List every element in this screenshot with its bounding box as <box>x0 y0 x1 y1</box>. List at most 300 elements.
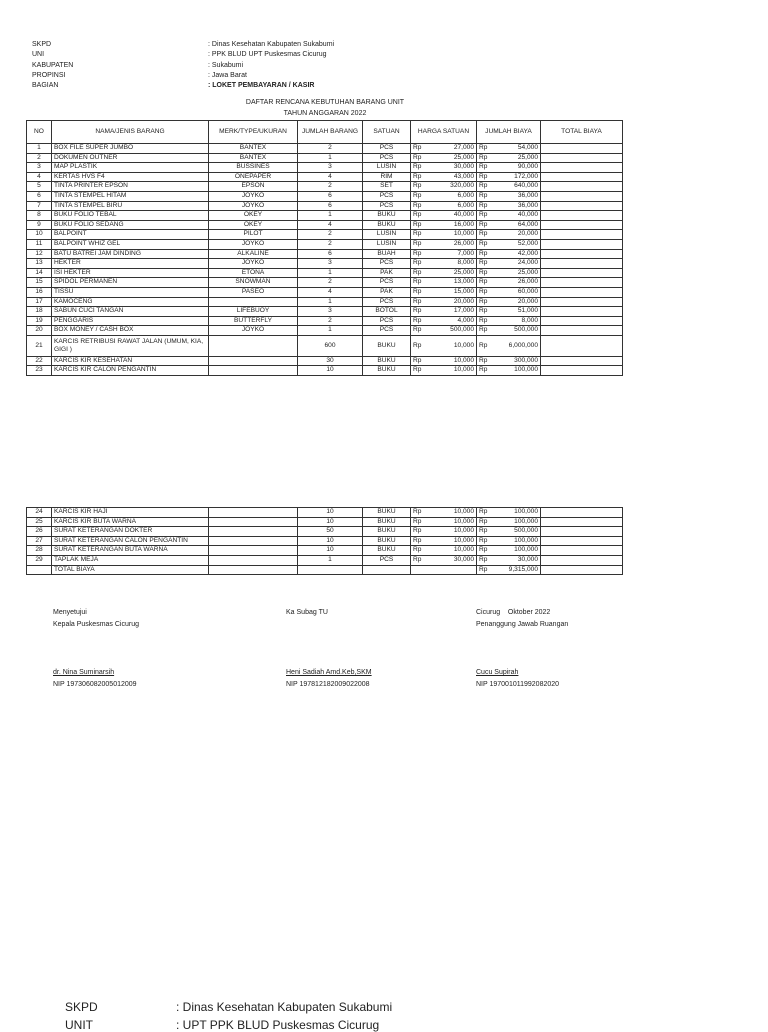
currency-label: Rp <box>413 211 422 219</box>
cell-price <box>411 517 477 527</box>
amount-value: 26,000 <box>453 239 474 247</box>
currency-label: Rp <box>413 182 422 190</box>
cell-unit: BUKU <box>363 366 411 376</box>
cell-qty: 6 <box>298 191 363 201</box>
currency-label: Rp <box>479 297 488 305</box>
cell-total <box>541 536 623 546</box>
cell-total <box>541 211 623 221</box>
header-value: : Jawa Barat <box>208 71 247 79</box>
cell-merk <box>209 546 298 556</box>
cell-total <box>541 356 623 366</box>
cell-total <box>541 144 623 154</box>
table-row <box>27 316 623 326</box>
currency-label: Rp <box>413 341 422 349</box>
cell-no: 8 <box>27 211 52 221</box>
cell-no: 29 <box>27 555 52 565</box>
amount-value: 8,000 <box>521 316 538 324</box>
cell-unit: PCS <box>363 326 411 336</box>
table-row <box>27 172 623 182</box>
cell-price <box>411 546 477 556</box>
cell-qty: 10 <box>298 546 363 556</box>
cell-name: TINTA STEMPEL HITAM <box>52 191 209 201</box>
cell-total <box>541 153 623 163</box>
table-row <box>27 366 623 376</box>
header-label: PROPINSI <box>32 71 66 79</box>
cell-unit: BUKU <box>363 536 411 546</box>
currency-label: Rp <box>413 201 422 209</box>
cell-no: 9 <box>27 220 52 230</box>
cell-qty: 3 <box>298 163 363 173</box>
amount-value: 6,000,000 <box>508 341 538 349</box>
currency-label: Rp <box>413 326 422 334</box>
cell-name: SPIDOL PERMANEN <box>52 278 209 288</box>
cell-no: 5 <box>27 182 52 192</box>
cell-no: 26 <box>27 527 52 537</box>
cell-price <box>411 191 477 201</box>
cell-qty: 4 <box>298 172 363 182</box>
cell-qty: 3 <box>298 259 363 269</box>
cell-unit: PCS <box>363 316 411 326</box>
approver-title: Kepala Puskesmas Cicurug <box>53 621 139 628</box>
amount-value: 20,000 <box>517 297 538 305</box>
cell-no: 7 <box>27 201 52 211</box>
cell-price <box>411 249 477 259</box>
next-page-skpd-label: SKPD <box>65 1000 98 1014</box>
cell-unit: BUKU <box>363 356 411 366</box>
cell-price <box>411 287 477 297</box>
cell-price <box>411 527 477 537</box>
currency-label: Rp <box>413 527 422 535</box>
currency-label: Rp <box>413 191 422 199</box>
cell-no: 18 <box>27 307 52 317</box>
currency-label: Rp <box>479 326 488 334</box>
cell-unit: PAK <box>363 287 411 297</box>
cell-name: ISI HEKTER <box>52 268 209 278</box>
subag-title: Ka Subag TU <box>286 609 328 616</box>
amount-value: 10,000 <box>453 366 474 374</box>
cell-price <box>411 335 477 356</box>
cell-qty: 1 <box>298 326 363 336</box>
amount-value: 10,000 <box>453 517 474 525</box>
cell-price <box>411 366 477 376</box>
cell-amount <box>477 508 541 518</box>
cell-amount <box>477 211 541 221</box>
amount-value: 7,000 <box>457 249 474 257</box>
cell-unit: PCS <box>363 297 411 307</box>
cell-amount <box>477 297 541 307</box>
cell-no: 3 <box>27 163 52 173</box>
amount-value: 100,000 <box>514 517 538 525</box>
cell-no: 20 <box>27 326 52 336</box>
amount-value: 24,000 <box>517 259 538 267</box>
table-row <box>27 356 623 366</box>
cell-no: 19 <box>27 316 52 326</box>
cell-price <box>411 565 477 575</box>
currency-label: Rp <box>479 201 488 209</box>
table-row <box>27 230 623 240</box>
currency-label: Rp <box>413 536 422 544</box>
currency-label: Rp <box>479 287 488 295</box>
cell-price <box>411 278 477 288</box>
cell-amount <box>477 555 541 565</box>
currency-label: Rp <box>479 307 488 315</box>
amount-value: 10,000 <box>453 508 474 515</box>
cell-unit: PCS <box>363 153 411 163</box>
amount-value: 40,000 <box>517 211 538 219</box>
cell-unit: PCS <box>363 555 411 565</box>
cell-name: KARCIS KIR BUTA WARNA <box>52 517 209 527</box>
cell-total <box>541 278 623 288</box>
cell-total <box>541 201 623 211</box>
cell-no: 21 <box>27 335 52 356</box>
currency-label: Rp <box>479 316 488 324</box>
cell-merk <box>209 356 298 366</box>
currency-label: Rp <box>479 153 488 161</box>
cell-price <box>411 172 477 182</box>
cell-unit: BUKU <box>363 220 411 230</box>
cell-merk <box>209 555 298 565</box>
cell-amount <box>477 153 541 163</box>
header-label: BAGIAN <box>32 82 59 90</box>
table-row <box>27 191 623 201</box>
cell-qty: 2 <box>298 278 363 288</box>
cell-name: TINTA STEMPEL BIRU <box>52 201 209 211</box>
table-row <box>27 211 623 221</box>
amount-value: 10,000 <box>453 536 474 544</box>
cell-price <box>411 297 477 307</box>
cell-price <box>411 211 477 221</box>
currency-label: Rp <box>479 341 488 349</box>
next-page-unit-label: UNIT <box>65 1018 93 1032</box>
cell-amount <box>477 191 541 201</box>
cell-unit: PCS <box>363 201 411 211</box>
amount-value: 9,315,000 <box>508 565 538 573</box>
currency-label: Rp <box>479 144 488 151</box>
cell-no: 22 <box>27 356 52 366</box>
cell-unit: LUSIN <box>363 230 411 240</box>
amount-value: 40,000 <box>453 211 474 219</box>
currency-label: Rp <box>413 278 422 286</box>
currency-label: Rp <box>413 259 422 267</box>
cell-qty: 10 <box>298 366 363 376</box>
cell-merk: ETONA <box>209 268 298 278</box>
table-row <box>27 555 623 565</box>
total-row <box>27 565 623 575</box>
cell-amount <box>477 546 541 556</box>
col-qty: JUMLAH BARANG <box>298 121 363 144</box>
currency-label: Rp <box>479 182 488 190</box>
amount-value: 640,000 <box>514 182 538 190</box>
cell-no <box>27 565 52 575</box>
currency-label: Rp <box>413 230 422 238</box>
cell-name: BOX FILE SUPER JUMBO <box>52 144 209 154</box>
cell-total <box>541 527 623 537</box>
cell-no: 4 <box>27 172 52 182</box>
cell-total <box>541 230 623 240</box>
amount-value: 36,000 <box>517 191 538 199</box>
cell-merk <box>209 527 298 537</box>
table-row <box>27 517 623 527</box>
amount-value: 100,000 <box>514 546 538 554</box>
table-row <box>27 536 623 546</box>
table-row <box>27 239 623 249</box>
signature-left <box>53 607 139 691</box>
cell-qty: 2 <box>298 316 363 326</box>
table-row <box>27 153 623 163</box>
approver-name: dr. Nina Suminarsih <box>53 669 115 676</box>
amount-value: 16,000 <box>453 220 474 228</box>
amount-value: 500,000 <box>514 326 538 334</box>
amount-value: 25,000 <box>517 153 538 161</box>
cell-merk: JOYKO <box>209 191 298 201</box>
col-no: NO <box>27 121 52 144</box>
cell-merk <box>209 536 298 546</box>
amount-value: 10,000 <box>453 546 474 554</box>
cell-merk <box>209 517 298 527</box>
subag-name: Heni Sadiah Amd.Keb,SKM <box>286 669 372 676</box>
cell-qty: 1 <box>298 555 363 565</box>
table-row <box>27 144 623 154</box>
currency-label: Rp <box>479 211 488 219</box>
table-row <box>27 527 623 537</box>
amount-value: 100,000 <box>514 508 538 515</box>
cell-amount <box>477 335 541 356</box>
table-row <box>27 297 623 307</box>
amount-value: 6,000 <box>457 191 474 199</box>
amount-value: 17,000 <box>453 307 474 315</box>
cell-qty: 30 <box>298 356 363 366</box>
currency-label: Rp <box>479 517 488 525</box>
cell-merk: OKEY <box>209 211 298 221</box>
cell-price <box>411 316 477 326</box>
cell-total <box>541 555 623 565</box>
cell-name: KARCIS RETRIBUSI RAWAT JALAN (UMUM, KIA, GIGI ) <box>52 335 209 356</box>
cell-amount <box>477 201 541 211</box>
header-value: : LOKET PEMBAYARAN / KASIR <box>208 82 315 90</box>
total-label: TOTAL BIAYA <box>52 565 209 575</box>
cell-name: SURAT KETERANGAN BUTA WARNA <box>52 546 209 556</box>
cell-qty: 2 <box>298 239 363 249</box>
amount-value: 10,000 <box>453 356 474 364</box>
amount-value: 320,000 <box>450 182 474 190</box>
header-value: : Dinas Kesehatan Kabupaten Sukabumi <box>208 41 335 48</box>
cell-qty: 2 <box>298 182 363 192</box>
cell-price <box>411 220 477 230</box>
cell-amount <box>477 536 541 546</box>
cell-merk: EPSON <box>209 182 298 192</box>
cell-qty: 1 <box>298 268 363 278</box>
amount-value: 36,000 <box>517 201 538 209</box>
currency-label: Rp <box>479 239 488 247</box>
cell-qty: 4 <box>298 287 363 297</box>
amount-value: 6,000 <box>457 201 474 209</box>
amount-value: 27,000 <box>453 144 474 151</box>
col-merk: MERK/TYPE/UKURAN <box>209 121 298 144</box>
cell-qty: 6 <box>298 249 363 259</box>
cell-merk <box>209 335 298 356</box>
approver-nip: NIP 197306082005012009 <box>53 681 137 688</box>
cell-merk: JOYKO <box>209 239 298 249</box>
cell-amount <box>477 268 541 278</box>
currency-label: Rp <box>413 307 422 315</box>
cell-name: SABUN CUCI TANGAN <box>52 307 209 317</box>
cell-price <box>411 508 477 518</box>
cell-name: TINTA PRINTER EPSON <box>52 182 209 192</box>
amount-value: 100,000 <box>514 366 538 374</box>
currency-label: Rp <box>479 249 488 257</box>
amount-value: 10,000 <box>453 527 474 535</box>
table-row <box>27 278 623 288</box>
amount-value: 30,000 <box>517 555 538 563</box>
cell-qty: 3 <box>298 307 363 317</box>
cell-unit: BUKU <box>363 546 411 556</box>
cell-merk <box>209 565 298 575</box>
cell-merk: BANTEX <box>209 153 298 163</box>
cell-total <box>541 191 623 201</box>
next-page-skpd-value: : Dinas Kesehatan Kabupaten Sukabumi <box>176 1000 393 1014</box>
cell-price <box>411 536 477 546</box>
items-table <box>26 120 623 376</box>
currency-label: Rp <box>413 268 422 276</box>
cell-qty: 50 <box>298 527 363 537</box>
currency-label: Rp <box>479 191 488 199</box>
cell-amount <box>477 220 541 230</box>
cell-total <box>541 220 623 230</box>
cell-no: 16 <box>27 287 52 297</box>
next-page-unit-value: : UPT PPK BLUD Puskesmas Cicurug <box>176 1018 380 1032</box>
cell-price <box>411 326 477 336</box>
currency-label: Rp <box>413 508 422 515</box>
cell-unit: PCS <box>363 144 411 154</box>
table-header-row <box>27 121 623 144</box>
col-amount: JUMLAH BIAYA <box>477 121 541 144</box>
cell-name: HEKTER <box>52 259 209 269</box>
cell-unit: BUKU <box>363 508 411 518</box>
amount-value: 25,000 <box>453 268 474 276</box>
cell-total <box>541 517 623 527</box>
cell-name: BUKU FOLIO SEDANG <box>52 220 209 230</box>
cell-name: KARCIS KIR KESEHATAN <box>52 356 209 366</box>
amount-value: 100,000 <box>514 536 538 544</box>
cell-name: BUKU FOLIO TEBAL <box>52 211 209 221</box>
table-row <box>27 546 623 556</box>
header-value: : Sukabumi <box>208 61 244 69</box>
amount-value: 8,000 <box>457 259 474 267</box>
amount-value: 64,000 <box>517 220 538 228</box>
grand-total <box>477 565 541 575</box>
amount-value: 25,000 <box>453 153 474 161</box>
amount-value: 4,000 <box>457 316 474 324</box>
amount-value: 10,000 <box>453 230 474 238</box>
table-row <box>27 268 623 278</box>
amount-value: 51,000 <box>517 307 538 315</box>
cell-amount <box>477 366 541 376</box>
amount-value: 43,000 <box>453 172 474 180</box>
cell-unit: BUKU <box>363 211 411 221</box>
cell-unit: BUAH <box>363 249 411 259</box>
cell-amount <box>477 249 541 259</box>
cell-qty: 1 <box>298 153 363 163</box>
header-label: SKPD <box>32 41 52 48</box>
cell-price <box>411 356 477 366</box>
cell-no: 11 <box>27 239 52 249</box>
cell-merk: PILOT <box>209 230 298 240</box>
approval-label: Menyetujui <box>53 609 87 616</box>
cell-qty: 600 <box>298 335 363 356</box>
cell-merk <box>209 366 298 376</box>
cell-merk <box>209 508 298 518</box>
cell-unit: PCS <box>363 259 411 269</box>
cell-qty: 4 <box>298 220 363 230</box>
cell-unit: PCS <box>363 191 411 201</box>
amount-value: 30,000 <box>453 555 474 563</box>
amount-value: 300,000 <box>514 356 538 364</box>
cell-name: KERTAS HVS F4 <box>52 172 209 182</box>
currency-label: Rp <box>479 536 488 544</box>
cell-unit: PAK <box>363 268 411 278</box>
cell-no: 14 <box>27 268 52 278</box>
cell-total <box>541 335 623 356</box>
cell-amount <box>477 307 541 317</box>
currency-label: Rp <box>479 508 488 515</box>
cell-no: 2 <box>27 153 52 163</box>
currency-label: Rp <box>413 297 422 305</box>
document-title: DAFTAR RENCANA KEBUTUHAN BARANG UNIT <box>245 99 405 106</box>
cell-price <box>411 201 477 211</box>
currency-label: Rp <box>479 172 488 180</box>
cell-unit: BUKU <box>363 335 411 356</box>
cell-no: 24 <box>27 508 52 518</box>
cell-qty: 10 <box>298 508 363 518</box>
cell-total <box>541 508 623 518</box>
amount-value: 500,000 <box>514 527 538 535</box>
cell-total <box>541 297 623 307</box>
header-value: : PPK BLUD UPT Puskesmas Cicurug <box>208 51 327 59</box>
amount-value: 52,000 <box>517 239 538 247</box>
cell-name: BOX MONEY / CASH BOX <box>52 326 209 336</box>
cell-qty <box>298 565 363 575</box>
cell-qty: 10 <box>298 517 363 527</box>
cell-no: 1 <box>27 144 52 154</box>
cell-amount <box>477 287 541 297</box>
cell-name: BALPOINT <box>52 230 209 240</box>
cell-no: 6 <box>27 191 52 201</box>
cell-total <box>541 163 623 173</box>
cell-no: 27 <box>27 536 52 546</box>
cell-total <box>541 172 623 182</box>
cell-name: KARCIS KIR HAJI <box>52 508 209 518</box>
amount-value: 15,000 <box>453 287 474 295</box>
table-row <box>27 249 623 259</box>
currency-label: Rp <box>479 366 488 374</box>
cell-amount <box>477 172 541 182</box>
table-row <box>27 201 623 211</box>
cell-no: 15 <box>27 278 52 288</box>
header-label: UNI <box>32 51 45 59</box>
amount-value: 25,000 <box>517 268 538 276</box>
col-price: HARGA SATUAN <box>411 121 477 144</box>
cell-name: TAPLAK MEJA <box>52 555 209 565</box>
amount-value: 20,000 <box>453 297 474 305</box>
cell-total <box>541 307 623 317</box>
document-subtitle: TAHUN ANGGARAN 2022 <box>283 110 367 117</box>
amount-value: 13,000 <box>453 278 474 286</box>
cell-total <box>541 249 623 259</box>
signature-right <box>476 607 568 691</box>
currency-label: Rp <box>479 163 488 171</box>
currency-label: Rp <box>413 172 422 180</box>
table-row <box>27 307 623 317</box>
